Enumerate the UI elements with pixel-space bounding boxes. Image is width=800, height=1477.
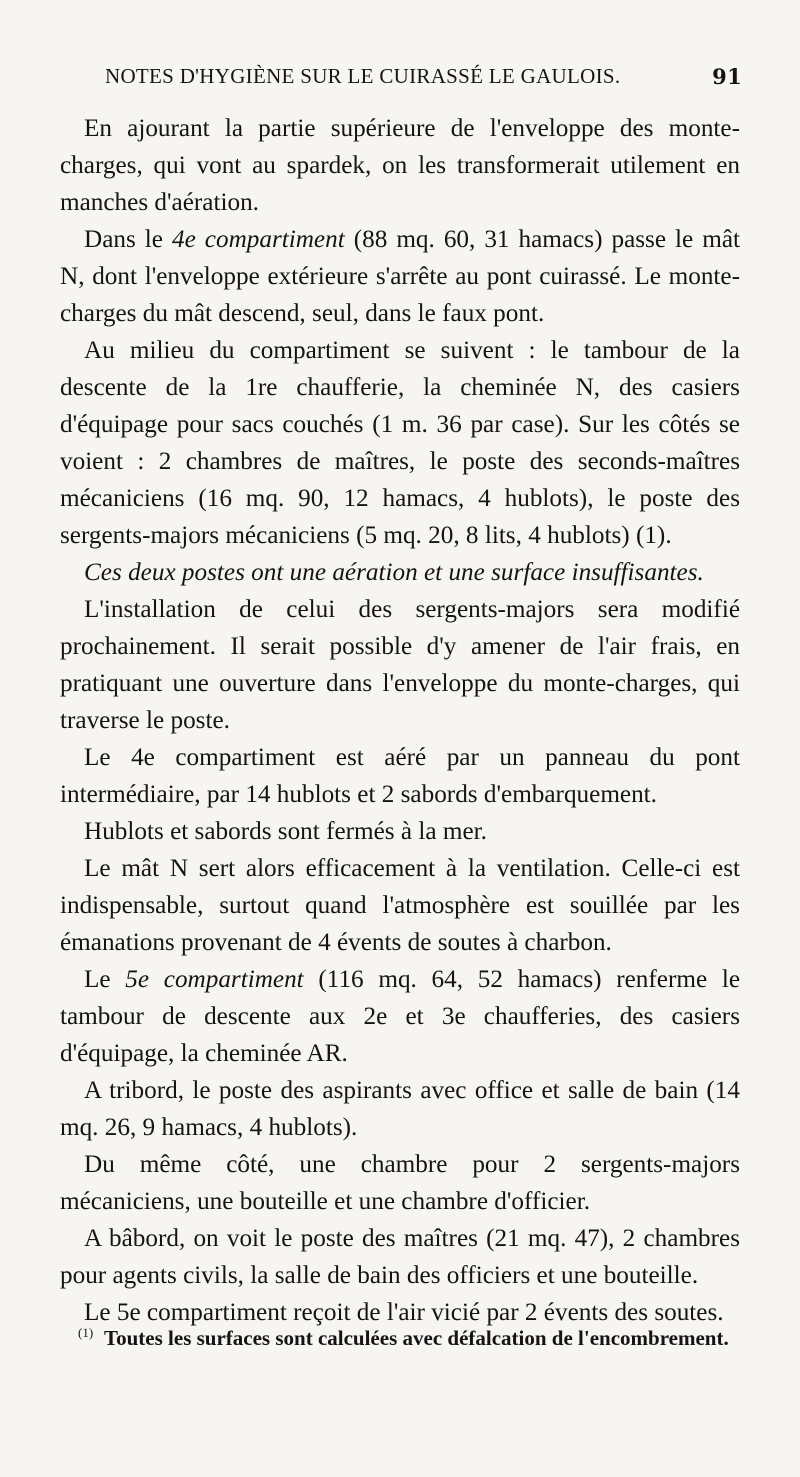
paragraph: Le mât N sert alors efficacement à la ventilation. Celle-ci est indispensable, surtout quand l'atmosphère est souillée par les émanations provenant de 4 évents de soutes à charbon. <box>60 855 740 956</box>
paragraph-text: (88 mq. 60, 31 hamacs) passe le mât N, dont l'enveloppe extérieure s'arrête au pont cuirassé. Le monte-charges du mât descend, seul, dans le faux pont. <box>60 226 741 327</box>
page-title: NOTES D'HYGIÈNE SUR LE CUIRASSÉ LE GAULOIS. <box>105 64 621 88</box>
compartment-label: 4e compartiment <box>172 226 345 253</box>
footnote-text: Toutes les surfaces sont calculées avec défalcation de l'encombrement. <box>104 1326 729 1350</box>
page-number: 91 <box>712 64 742 89</box>
footnote-marker: (1) <box>78 1325 94 1340</box>
paragraph-text: Dans le <box>84 226 163 253</box>
paragraph: Hublots et sabords sont fermés à la mer. <box>84 818 487 845</box>
compartment-label: 5e compartiment <box>125 966 304 993</box>
running-header <box>105 64 742 89</box>
body-text <box>60 110 740 1331</box>
paragraph-text: (116 mq. 64, 52 hamacs) renferme le tambour de descente aux 2e et 3e chaufferies, des casiers d'équipage, la cheminée AR. <box>60 966 741 1067</box>
paragraph: A tribord, le poste des aspirants avec office et salle de bain (14 mq. 26, 9 hamacs, 4 hublots). <box>60 1077 740 1141</box>
paragraph-text: Le <box>84 966 111 993</box>
paragraph: Le 4e compartiment est aéré par un panneau du pont intermédiaire, par 14 hublots et 2 sabords d'embarquement. <box>60 744 740 808</box>
paragraph: A bâbord, on voit le poste des maîtres (21 mq. 47), 2 chambres pour agents civils, la salle de bain des officiers et une bouteille. <box>60 1225 740 1289</box>
paragraph <box>60 961 740 1072</box>
paragraph: Le 5e compartiment reçoit de l'air vicié par 2 évents des soutes. <box>84 1299 724 1326</box>
paragraph <box>60 221 740 332</box>
paragraph: L'installation de celui des sergents-majors sera modifié prochainement. Il serait possible d'y amener de l'air frais, en pratiquant une ouverture dans l'enveloppe du monte-charges, qui traverse le poste. <box>60 596 740 734</box>
paragraph: Au milieu du compartiment se suivent : le tambour de la descente de la 1re chaufferie, la cheminée N, des casiers d'équipage pour sacs couchés (1 m. 36 par case). Sur les côtés se voient : 2 chambres de maîtres, le poste des seconds-maîtres mécaniciens (16 mq. 90, 12 hamacs, 4 hublots), le poste des sergents-majors mécaniciens (5 mq. 20, 8 lits, 4 hublots) (1). <box>60 337 740 549</box>
paragraph: Du même côté, une chambre pour 2 sergents-majors mécaniciens, une bouteille et une chambre d'officier. <box>60 1151 740 1215</box>
paragraph: En ajourant la partie supérieure de l'enveloppe des monte-charges, qui vont au spardek, on les transformerait utilement en manches d'aération. <box>60 115 740 216</box>
italic-remark: Ces deux postes ont une aération et une surface insuffisantes. <box>84 559 704 586</box>
footnote <box>78 1325 758 1351</box>
